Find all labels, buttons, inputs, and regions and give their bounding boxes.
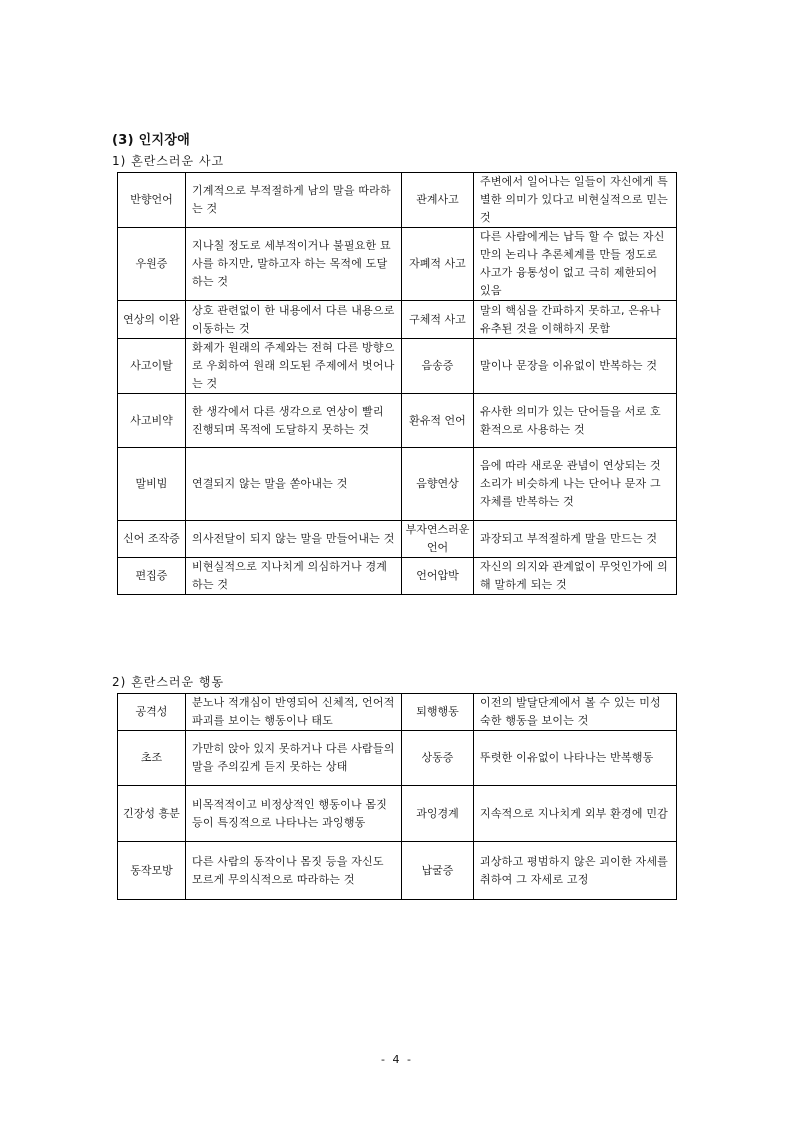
definition-cell: 말이나 문장을 이유없이 반복하는 것 [474,339,677,394]
definition-cell: 가만히 앉아 있지 못하거나 다른 사람들의 말을 주의깊게 듣지 못하는 상태 [186,731,402,786]
term-cell: 말비빔 [118,448,186,521]
subsection-title-thought: 1) 혼란스러운 사고 [112,154,225,168]
term-cell: 음송증 [402,339,474,394]
term-cell: 동작모방 [118,842,186,900]
definition-cell: 기계적으로 부적절하게 남의 말을 따라하는 것 [186,173,402,228]
definition-cell: 괴상하고 평범하지 않은 괴이한 자세를 취하여 그 자세로 고정 [474,842,677,900]
term-cell: 상동증 [402,731,474,786]
term-cell: 긴장성 흥분 [118,786,186,842]
table-row [118,731,677,786]
term-cell: 과잉경계 [402,786,474,842]
term-cell: 사고비약 [118,394,186,448]
definition-cell: 다른 사람의 동작이나 몸짓 등을 자신도 모르게 무의식적으로 따라하는 것 [186,842,402,900]
confused-behavior-table [117,693,677,900]
term-cell: 환유적 언어 [402,394,474,448]
term-cell: 신어 조작증 [118,521,186,558]
table-row [118,228,677,301]
definition-cell: 지나칠 정도로 세부적이거나 불필요한 묘사를 하지만, 말하고자 하는 목적에 도달하는 것 [186,228,402,301]
term-cell: 사고이탈 [118,339,186,394]
term-cell: 음향연상 [402,448,474,521]
term-cell: 부자연스러운 언어 [402,521,474,558]
term-cell: 퇴행행동 [402,694,474,731]
table-row [118,448,677,521]
definition-cell: 연결되지 않는 말을 쏟아내는 것 [186,448,402,521]
definition-cell: 비목적적이고 비정상적인 행동이나 몸짓 등이 특징적으로 나타나는 과잉행동 [186,786,402,842]
definition-cell: 의사전달이 되지 않는 말을 만들어내는 것 [186,521,402,558]
page-number: - 4 - [381,1053,413,1066]
confused-thought-table [117,172,677,595]
term-cell: 자폐적 사고 [402,228,474,301]
term-cell: 편집증 [118,558,186,595]
definition-cell: 주변에서 일어나는 일들이 자신에게 특별한 의미가 있다고 비현실적으로 믿는 것 [474,173,677,228]
table-row [118,173,677,228]
definition-cell: 자신의 의지와 관계없이 무엇인가에 의해 말하게 되는 것 [474,558,677,595]
term-cell: 우원증 [118,228,186,301]
table-row [118,786,677,842]
subsection-title-behavior: 2) 혼란스러운 행동 [112,675,225,689]
definition-cell: 지속적으로 지나치게 외부 환경에 민감 [474,786,677,842]
section-heading: (3) 인지장애 [112,133,191,148]
definition-cell: 비현실적으로 지나치게 의심하거나 경계하는 것 [186,558,402,595]
definition-cell: 말의 핵심을 간파하지 못하고, 은유나 유추된 것을 이해하지 못함 [474,301,677,339]
term-cell: 연상의 이완 [118,301,186,339]
table-row [118,521,677,558]
definition-cell: 뚜렷한 이유없이 나타나는 반복행동 [474,731,677,786]
table-row [118,339,677,394]
table-row [118,558,677,595]
definition-cell: 유사한 의미가 있는 단어들을 서로 호환적으로 사용하는 것 [474,394,677,448]
definition-cell: 분노나 적개심이 반영되어 신체적, 언어적 파괴를 보이는 행동이나 태도 [186,694,402,731]
term-cell: 언어압박 [402,558,474,595]
definition-cell: 이전의 발달단계에서 볼 수 있는 미성숙한 행동을 보이는 것 [474,694,677,731]
definition-cell: 상호 관련없이 한 내용에서 다른 내용으로 이동하는 것 [186,301,402,339]
table-row [118,394,677,448]
definition-cell: 다른 사람에게는 납득 할 수 없는 자신만의 논리나 추론체계를 만들 정도로 사고가 융통성이 없고 극히 제한되어 있음 [474,228,677,301]
definition-cell: 한 생각에서 다른 생각으로 연상이 빨리 진행되며 목적에 도달하지 못하는 것 [186,394,402,448]
definition-cell: 음에 따라 새로운 관념이 연상되는 것 소리가 비슷하게 나는 단어나 문자 그 자체를 반복하는 것 [474,448,677,521]
term-cell: 구체적 사고 [402,301,474,339]
definition-cell: 과장되고 부적절하게 말을 만드는 것 [474,521,677,558]
definition-cell: 화제가 원래의 주제와는 전혀 다른 방향으로 우회하여 원래 의도된 주제에서 벗어나는 것 [186,339,402,394]
table-row [118,301,677,339]
term-cell: 공격성 [118,694,186,731]
table-row [118,842,677,900]
term-cell: 납굴증 [402,842,474,900]
term-cell: 반향언어 [118,173,186,228]
table-row [118,694,677,731]
term-cell: 관계사고 [402,173,474,228]
term-cell: 초조 [118,731,186,786]
